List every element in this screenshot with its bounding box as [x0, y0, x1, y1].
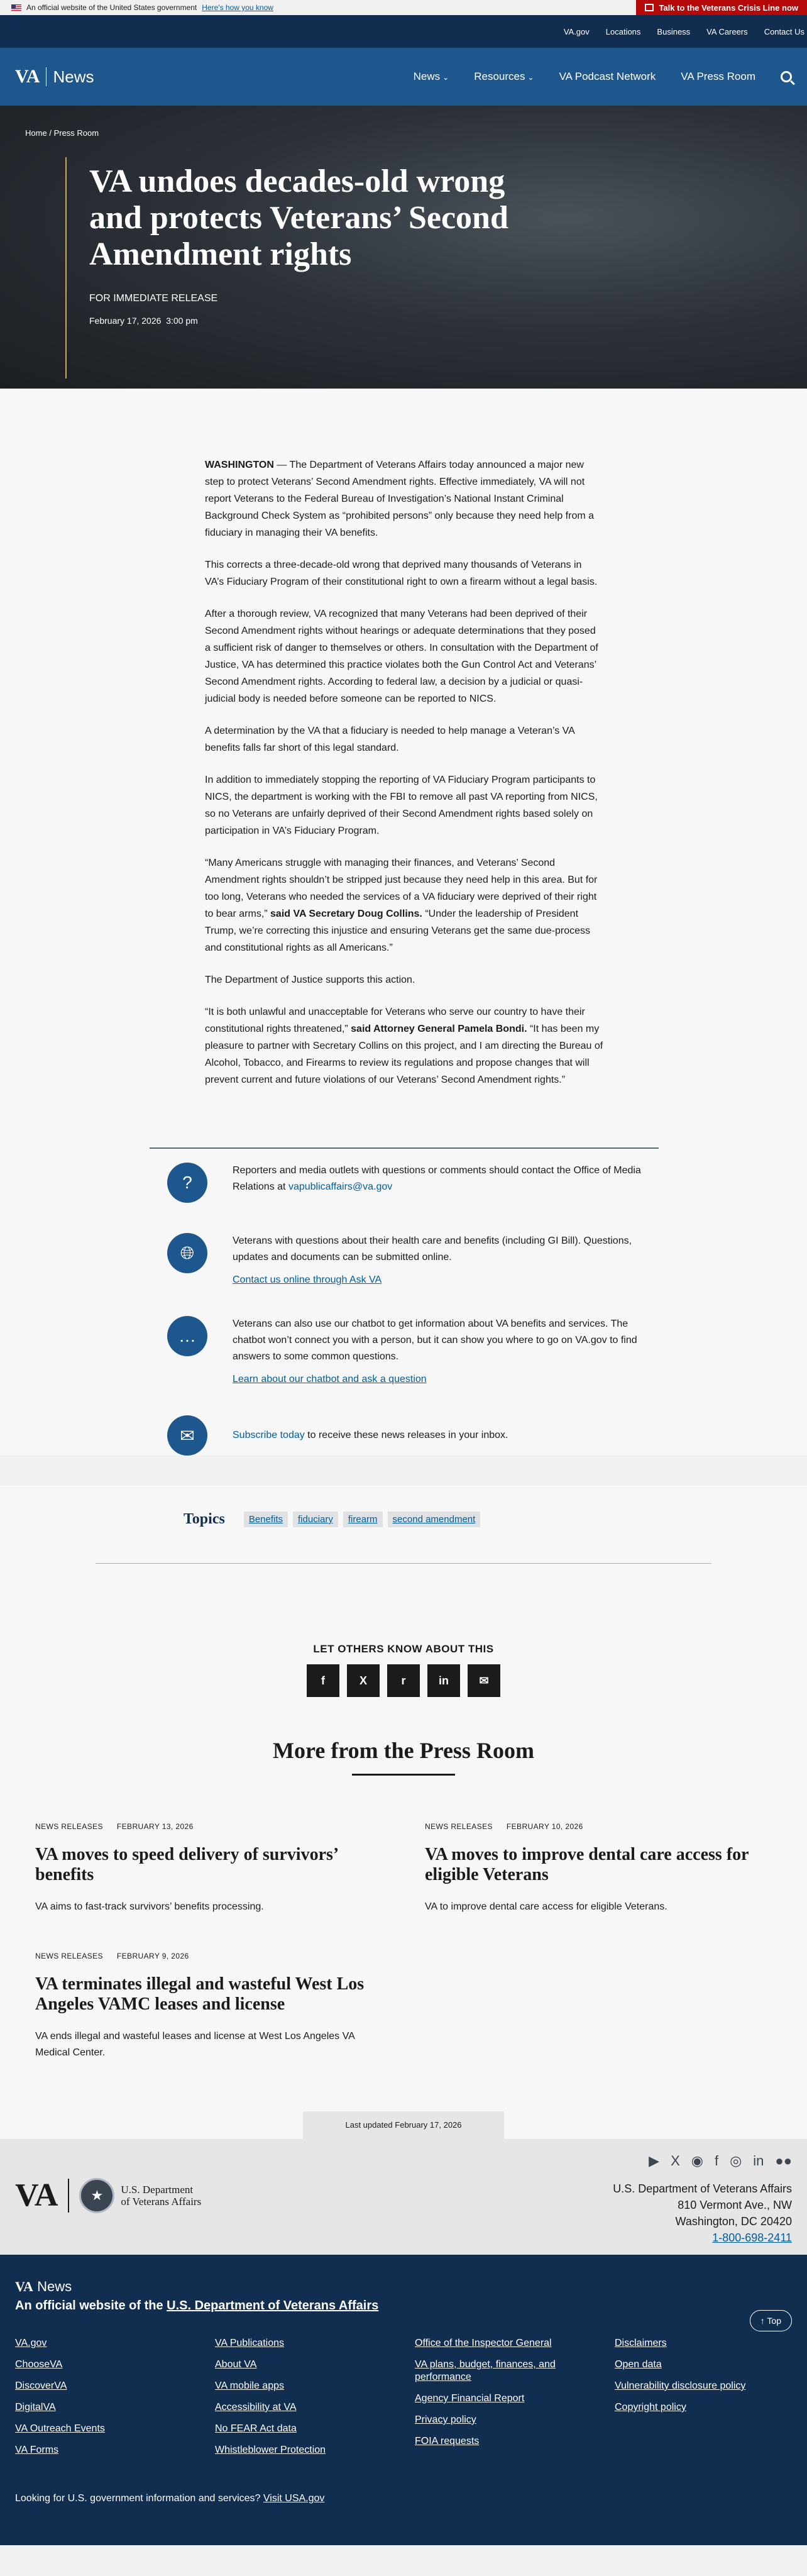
breadcrumb-separator: / — [49, 128, 52, 138]
footer-link[interactable]: About VA — [215, 2359, 257, 2370]
article-paragraph: A determination by the VA that a fiduciary is needed to help manage a Veteran’s VA benefits falls far short of this legal standard. — [205, 726, 574, 753]
card-summary: VA to improve dental care access for eligible Veterans. — [425, 1901, 667, 1912]
social-links — [637, 2153, 792, 2169]
footer-link[interactable]: Vulnerability disclosure policy — [615, 2380, 746, 2391]
us-flag-icon — [11, 4, 21, 11]
more-section — [0, 1697, 807, 2111]
footer-link[interactable]: Open data — [615, 2359, 662, 2370]
card-type: NEWS RELEASES — [35, 1952, 103, 1960]
section-divider — [96, 1563, 711, 1564]
footer-link[interactable]: VA mobile apps — [215, 2380, 284, 2391]
share-section — [0, 1601, 807, 1697]
footer-link[interactable]: Privacy policy — [415, 2414, 476, 2425]
article-paragraph: In addition to immediately stopping the reporting of VA Fiduciary Program participants to NICS, the department is working with the FBI to remove all past VA reporting from NICS, so no Veterans are unfairly deprived of their Second Amendment rights based solely on participation in VA’s Fiduciary Program. — [205, 775, 598, 836]
share-reddit-button[interactable]: r — [387, 1664, 420, 1697]
official-prefix: An official website of the — [15, 2299, 167, 2313]
footer-logo[interactable] — [15, 2177, 201, 2214]
footer-link[interactable]: VA Outreach Events — [15, 2423, 105, 2434]
article-paragraph — [205, 1003, 603, 1088]
search-icon[interactable] — [781, 71, 792, 82]
quote-text: “Many Americans struggle with managing their finances, and Veterans’ Second Amendment rights shouldn’t be stripped just because they need help in this area. But for too long, Veterans who needed the services of a VA fiduciary were deprived of their right to bear arms,” — [205, 858, 598, 919]
site-header — [0, 48, 807, 106]
chat-icon — [645, 4, 654, 11]
dateline: WASHINGTON — [205, 460, 274, 470]
article-paragraph — [205, 456, 603, 541]
card-summary: VA ends illegal and wasteful leases and license at West Los Angeles VA Medical Center. — [35, 2031, 354, 2058]
last-updated-text: Last updated February 17, 2026 — [303, 2111, 504, 2139]
utility-link-contact[interactable]: Contact Us — [764, 26, 804, 36]
footer-links — [15, 2337, 792, 2465]
press-card — [35, 1952, 425, 2061]
instagram-icon[interactable]: ◎ — [730, 2153, 742, 2169]
youtube-icon[interactable]: ▶ — [649, 2153, 660, 2169]
rss-icon[interactable]: ◉ — [691, 2153, 703, 2169]
veterans-text: Veterans with questions about their health care and benefits (including GI Bill). Questions, updates and documents can be submitted online. — [233, 1235, 632, 1263]
article-paragraph — [205, 854, 603, 956]
footer-link[interactable]: Office of the Inspector General — [415, 2338, 552, 2348]
share-facebook-button[interactable]: f — [307, 1664, 339, 1697]
va-news-logo[interactable] — [15, 66, 94, 87]
footer-news-mark — [15, 2279, 792, 2295]
chevron-down-icon: ⌄ — [527, 73, 534, 82]
breadcrumb-home[interactable]: Home — [25, 128, 47, 138]
flickr-icon[interactable]: ●● — [775, 2153, 792, 2169]
back-to-top-label: Top — [767, 2316, 781, 2326]
dept-line: of Veterans Affairs — [121, 2195, 202, 2208]
article-paragraph: After a thorough review, VA recognized that many Veterans had been deprived of their Second Amendment rights without hearings or adequate determinations that they posed a sufficient risk of danger to themselves or others. In consultation with the Department of Justice, VA has determined this practice violates both the Gun Control Act and Veterans’ Second Amendment rights. According to federal law, a decision by a judicial or quasi-judicial body is needed before someone can be reported to NICS. — [205, 609, 598, 704]
card-summary: VA aims to fast-track survivors’ benefits processing. — [35, 1901, 264, 1912]
footer-link[interactable]: Copyright policy — [615, 2402, 686, 2413]
footer-col — [415, 2337, 615, 2465]
crisis-line-label: Talk to the Veterans Crisis Line now — [659, 3, 798, 13]
facebook-icon[interactable]: f — [714, 2153, 719, 2169]
address-name: U.S. Department of Veterans Affairs — [613, 2182, 792, 2195]
topics-section — [0, 1486, 807, 1601]
page-title: VA undoes decades-old wrong and protects Veterans’ Second Amendment rights — [89, 163, 508, 272]
footer-link[interactable]: VA Publications — [215, 2338, 284, 2348]
logo-news: News — [53, 67, 94, 86]
footer-address — [613, 2181, 792, 2246]
footer-link[interactable]: DigitalVA — [15, 2402, 56, 2413]
card-date: FEBRUARY 13, 2026 — [116, 1822, 194, 1831]
footer-link[interactable]: FOIA requests — [415, 2436, 480, 2446]
release-day: February 17, 2026 — [89, 316, 162, 326]
news-mark-va: VA — [15, 2279, 33, 2294]
press-card — [425, 1822, 807, 1915]
crisis-line-button[interactable] — [636, 0, 807, 15]
card-title[interactable]: VA terminates illegal and wasteful West Los Angeles VAMC leases and license — [35, 1974, 365, 2014]
last-updated — [0, 2111, 807, 2139]
footer-link[interactable]: VA Forms — [15, 2445, 59, 2455]
card-meta — [425, 1822, 807, 1831]
footer-top — [0, 2139, 807, 2255]
topics-heading: Topics — [184, 1511, 225, 1527]
department-name — [121, 2184, 201, 2208]
paragraph-text: — The Department of Veterans Affairs today announced a major new step to protect Veterans’ Second Amendment rights. Effective immediately, VA will not report Veterans to the Federal Bureau of Investigation’s National Instant Criminal Background Check System as “prohibited persons” only because they need help from a fiduciary in managing their VA benefits. — [205, 460, 595, 538]
logo-va: VA — [15, 66, 40, 87]
quote-text: “It is both unlawful and unacceptable for Veterans who serve our country to have their constitutional rights threatened,” — [205, 1007, 585, 1034]
nav-news-label: News — [413, 70, 441, 82]
subscribe-text — [233, 1427, 508, 1444]
media-email-link[interactable]: vapublicaffairs@va.gov — [288, 1181, 393, 1192]
contacts-section — [0, 1147, 807, 1456]
subscribe-link[interactable]: Subscribe today — [233, 1430, 305, 1440]
veterans-contact — [150, 1233, 659, 1286]
footer-link[interactable]: VA.gov — [15, 2338, 47, 2348]
hero — [0, 106, 807, 389]
address-city: Washington, DC 20420 — [675, 2215, 792, 2228]
x-icon[interactable]: X — [671, 2153, 680, 2169]
topic-tag[interactable]: Benefits — [244, 1512, 288, 1527]
nav-podcast[interactable]: VA Podcast Network — [559, 70, 656, 82]
breadcrumb — [25, 128, 99, 138]
arrow-up-icon: ↑ — [760, 2316, 767, 2326]
card-title[interactable]: VA moves to improve dental care access for eligible Veterans — [425, 1845, 749, 1884]
footer-link[interactable]: Disclaimers — [615, 2338, 667, 2348]
quote-text: “Under the leadership of President Trump, we’re correcting this injustice and ensuring Veterans get the same due-process and constitutional rights as all Americans.” — [205, 909, 591, 953]
press-card — [35, 1822, 425, 1915]
media-text: Reporters and media outlets with questions or comments should contact the Office of Media Relations at — [233, 1165, 641, 1192]
nav-press-room[interactable]: VA Press Room — [681, 70, 755, 82]
nav-news[interactable] — [414, 70, 449, 83]
heres-how-you-know-link[interactable]: Here's how you know — [202, 3, 273, 12]
release-date — [89, 316, 554, 326]
subscribe-contact — [150, 1415, 659, 1456]
footer-link[interactable]: ChooseVA — [15, 2359, 63, 2370]
usa-prefix: Looking for U.S. government information and services? — [15, 2493, 263, 2504]
footer-va-mark: VA — [15, 2177, 58, 2213]
heading-rule — [352, 1774, 455, 1776]
chat-bubble-icon: … — [167, 1316, 207, 1356]
va-department-link[interactable]: U.S. Department of Veterans Affairs — [167, 2299, 379, 2313]
back-to-top-button[interactable] — [750, 2310, 792, 2331]
utility-link-business[interactable]: Business — [657, 26, 691, 36]
logo-divider — [68, 2179, 69, 2213]
card-title[interactable]: VA moves to speed delivery of survivors’ benefits — [35, 1845, 338, 1884]
chatbot-contact — [150, 1316, 659, 1385]
news-mark-news: News — [33, 2279, 72, 2294]
newsletter-icon: ✉ — [167, 1415, 207, 1456]
footer-link[interactable]: Accessibility at VA — [215, 2402, 297, 2413]
globe-icon: 🌐︎ — [167, 1233, 207, 1273]
chevron-down-icon: ⌄ — [442, 73, 449, 82]
card-type: NEWS RELEASES — [35, 1822, 103, 1831]
logo-divider — [46, 67, 47, 86]
utility-link-vagov[interactable]: VA.gov — [563, 26, 590, 36]
usa-gov-link[interactable]: Visit USA.gov — [263, 2493, 325, 2504]
release-time: 3:00 pm — [166, 316, 198, 326]
article-paragraph: This corrects a three-decade-old wrong that deprived many thousands of Veterans in VA’s Fiduciary Program of their constitutional right to own a firearm without a legal basis. — [205, 560, 598, 587]
footer-col — [615, 2337, 807, 2465]
gov-banner-text: An official website of the United States government — [26, 3, 197, 12]
dept-line: U.S. Department — [121, 2183, 194, 2196]
footer-bottom — [0, 2255, 807, 2545]
footer-link[interactable]: DiscoverVA — [15, 2380, 67, 2391]
quote-attribution: said Attorney General Pamela Bondi. — [351, 1024, 527, 1034]
footer-link[interactable]: Whistleblower Protection — [215, 2445, 326, 2455]
release-label: FOR IMMEDIATE RELEASE — [89, 293, 218, 304]
main-nav — [388, 70, 792, 83]
more-heading: More from the Press Room — [273, 1738, 534, 1763]
breadcrumb-press-room[interactable]: Press Room — [53, 128, 99, 138]
utility-nav — [0, 15, 807, 48]
phone-link[interactable]: 1-800-698-2411 — [712, 2231, 792, 2244]
chatbot-link[interactable]: Learn about our chatbot and ask a question — [233, 1374, 427, 1385]
media-contact — [150, 1163, 659, 1203]
chatbot-text: Veterans can also use our chatbot to get information about VA benefits and services. The chatbot won’t connect you with a person, but it can show you where to go on VA.gov to find answers to some common questions. — [233, 1318, 637, 1362]
question-icon: ? — [167, 1163, 207, 1203]
utility-link-careers[interactable]: VA Careers — [706, 26, 748, 36]
card-date: FEBRUARY 10, 2026 — [506, 1822, 583, 1831]
share-x-button[interactable]: X — [347, 1664, 380, 1697]
utility-link-locations[interactable]: Locations — [605, 26, 641, 36]
quote-text: “It has been my pleasure to partner with Secretary Collins on this project, and I am directing the Bureau of Alcohol, Tobacco, and Firearms to review its regulations and propose changes that will prevent current and future violations of our Veterans’ Second Amendment rights.” — [205, 1024, 603, 1085]
official-site-text — [15, 2299, 792, 2313]
share-email-button[interactable]: ✉ — [468, 1664, 500, 1697]
ask-va-link[interactable]: Contact us online through Ask VA — [233, 1274, 382, 1285]
media-contact-text — [233, 1163, 659, 1195]
subscribe-suffix: to receive these news releases in your inbox. — [304, 1430, 508, 1440]
address-street: 810 Vermont Ave., NW — [678, 2199, 792, 2211]
hero-body — [65, 157, 554, 379]
usa-gov-text — [15, 2493, 792, 2504]
nav-resources[interactable] — [474, 70, 534, 83]
share-linkedin-button[interactable]: in — [427, 1664, 460, 1697]
footer-col — [215, 2337, 415, 2465]
va-seal-icon: ★ — [79, 2178, 114, 2213]
footer-link[interactable]: Agency Financial Report — [415, 2393, 525, 2404]
footer-col — [15, 2337, 215, 2465]
card-date: FEBRUARY 9, 2026 — [116, 1952, 189, 1960]
card-meta — [35, 1952, 425, 1960]
article-paragraph: The Department of Justice supports this action. — [205, 975, 415, 985]
topic-tag[interactable]: fiduciary — [293, 1512, 338, 1527]
linkedin-icon[interactable]: in — [753, 2153, 764, 2169]
footer-link[interactable]: VA plans, budget, finances, and performance — [415, 2359, 556, 2382]
card-type: NEWS RELEASES — [425, 1822, 493, 1831]
nav-resources-label: Resources — [474, 70, 525, 82]
share-heading: LET OTHERS KNOW ABOUT THIS — [313, 1643, 494, 1655]
topic-tag[interactable]: second amendment — [388, 1512, 481, 1527]
quote-attribution: said VA Secretary Doug Collins. — [270, 909, 422, 919]
gov-banner — [0, 0, 807, 15]
article — [0, 389, 807, 1147]
topic-tag[interactable]: firearm — [343, 1512, 383, 1527]
card-meta — [35, 1822, 425, 1831]
footer-link[interactable]: No FEAR Act data — [215, 2423, 297, 2434]
